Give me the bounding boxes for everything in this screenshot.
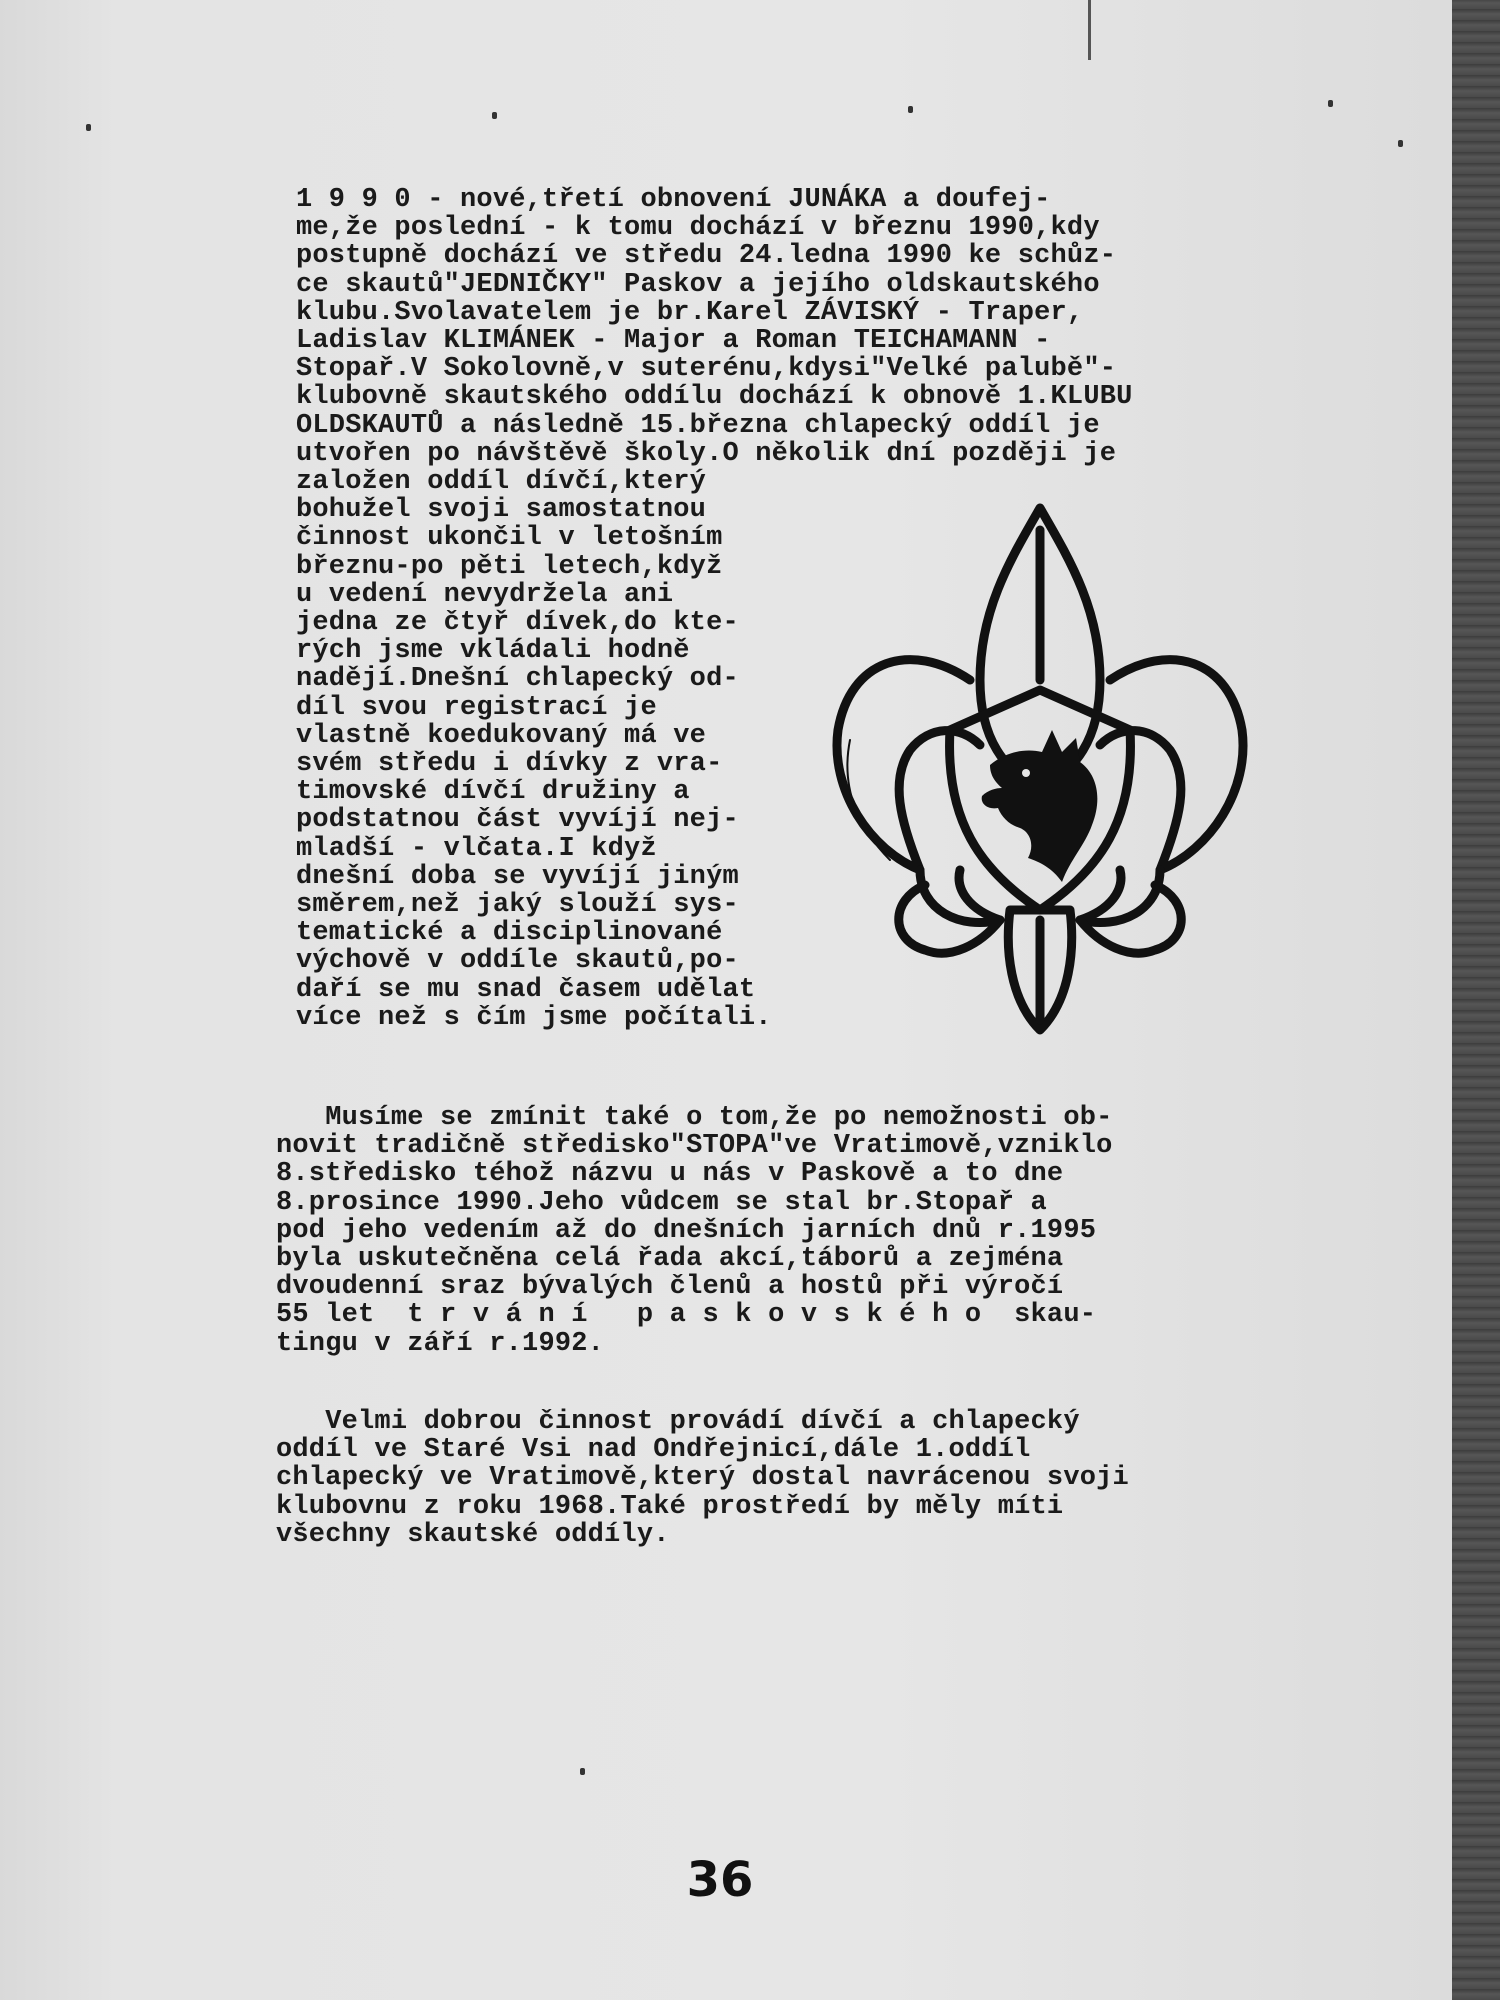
text-line: postupně dochází ve středu 24.ledna 1990 ke schůz- bbox=[296, 241, 1117, 272]
text-line: tingu v září r.1992. bbox=[276, 1328, 605, 1359]
paper-speck bbox=[86, 124, 91, 131]
text-line: tematické a disciplinované bbox=[296, 918, 723, 949]
text-line: ce skautů"JEDNIČKY" Paskov a jejího oldskautského bbox=[296, 269, 1100, 300]
text-line: utvořen po návštěvě školy.O několik dní později je bbox=[296, 438, 1117, 469]
text-line: výchově v oddíle skautů,po- bbox=[296, 946, 739, 977]
paper-speck bbox=[492, 112, 497, 119]
bleed-through-artifact bbox=[460, 1700, 577, 1765]
paper-speck bbox=[908, 106, 913, 113]
background-surface bbox=[1452, 0, 1500, 2000]
paragraph-1-wrapped bbox=[296, 468, 772, 1032]
text-line: založen oddíl dívčí,který bbox=[296, 467, 707, 497]
text-line: oddíl ve Staré Vsi nad Ondřejnicí,dále 1.oddíl bbox=[276, 1435, 1031, 1466]
text-line: Ladislav KLIMÁNEK - Major a Roman TEICHAMANN - bbox=[296, 326, 1051, 357]
text-line: díl svou registrací je bbox=[296, 692, 657, 723]
text-line: Musíme se zmínit také o tom,že po nemožnosti ob- bbox=[276, 1103, 1113, 1133]
text-line: klubu.Svolavatelem je br.Karel ZÁVISKÝ - Traper, bbox=[296, 297, 1084, 328]
text-line: 55 let t r v á n í p a s k o v s k é h o skau- bbox=[276, 1300, 1097, 1331]
text-line: pod jeho vedením až do dnešních jarních dnů r.1995 bbox=[276, 1215, 1097, 1246]
text-line: me,že poslední - k tomu dochází v březnu 1990,kdy bbox=[296, 213, 1100, 244]
paper-speck bbox=[1328, 100, 1333, 107]
page-number: 36 bbox=[686, 1852, 754, 1908]
text-line: mladší - vlčata.I když bbox=[296, 833, 657, 864]
paragraph-2 bbox=[276, 1104, 1113, 1358]
text-line: všechny skautské oddíly. bbox=[276, 1519, 670, 1550]
text-line: novit tradičně středisko"STOPA"ve Vratimově,vzniklo bbox=[276, 1131, 1113, 1162]
text-line: březnu-po pěti letech,když bbox=[296, 551, 723, 582]
text-line: 1 9 9 0 - nové,třetí obnovení JUNÁKA a doufej- bbox=[296, 185, 1051, 215]
text-line: Stopař.V Sokolovně,v suterénu,kdysi"Velké palubě"- bbox=[296, 354, 1117, 385]
text-line: timovské dívčí družiny a bbox=[296, 777, 690, 808]
text-line: bohužel svoji samostatnou bbox=[296, 495, 707, 526]
scout-emblem-icon bbox=[830, 490, 1250, 1040]
text-line: jedna ze čtyř dívek,do kte- bbox=[296, 608, 739, 639]
text-line: 8.středisko téhož názvu u nás v Paskově a to dne bbox=[276, 1159, 1064, 1190]
text-line: daří se mu snad časem udělat bbox=[296, 974, 756, 1005]
text-line: dvoudenní sraz bývalých členů a hostů při výročí bbox=[276, 1272, 1064, 1303]
text-line: směrem,než jaký slouží sys- bbox=[296, 890, 739, 921]
text-line: rých jsme vkládali hodně bbox=[296, 636, 690, 667]
text-line: podstatnou část vyvíjí nej- bbox=[296, 805, 739, 836]
text-line: dnešní doba se vyvíjí jiným bbox=[296, 861, 739, 892]
paper-mark bbox=[1088, 0, 1091, 60]
text-line: nadějí.Dnešní chlapecký od- bbox=[296, 664, 739, 695]
text-line: 8.prosince 1990.Jeho vůdcem se stal br.Stopař a bbox=[276, 1187, 1047, 1218]
paragraph-3 bbox=[276, 1408, 1129, 1549]
text-line: byla uskutečněna celá řada akcí,táborů a zejména bbox=[276, 1244, 1064, 1275]
text-line: chlapecký ve Vratimově,který dostal navrácenou svoji bbox=[276, 1463, 1129, 1494]
text-line: u vedení nevydržela ani bbox=[296, 579, 674, 610]
text-line: klubovně skautského oddílu dochází k obnově 1.KLUBU bbox=[296, 382, 1133, 413]
text-line: činnost ukončil v letošním bbox=[296, 523, 723, 554]
text-line: svém středu i dívky z vra- bbox=[296, 749, 723, 780]
paragraph-1-top bbox=[296, 186, 1133, 468]
text-line: klubovnu z roku 1968.Také prostředí by měly míti bbox=[276, 1491, 1064, 1522]
text-line: vlastně koedukovaný má ve bbox=[296, 720, 707, 751]
text-line: Velmi dobrou činnost provádí dívčí a chlapecký bbox=[276, 1407, 1080, 1437]
paper-speck bbox=[580, 1768, 585, 1775]
paper-speck bbox=[1398, 140, 1403, 147]
text-line: více než s čím jsme počítali. bbox=[296, 1002, 772, 1033]
text-line: OLDSKAUTŮ a následně 15.března chlapecký oddíl je bbox=[296, 410, 1100, 441]
